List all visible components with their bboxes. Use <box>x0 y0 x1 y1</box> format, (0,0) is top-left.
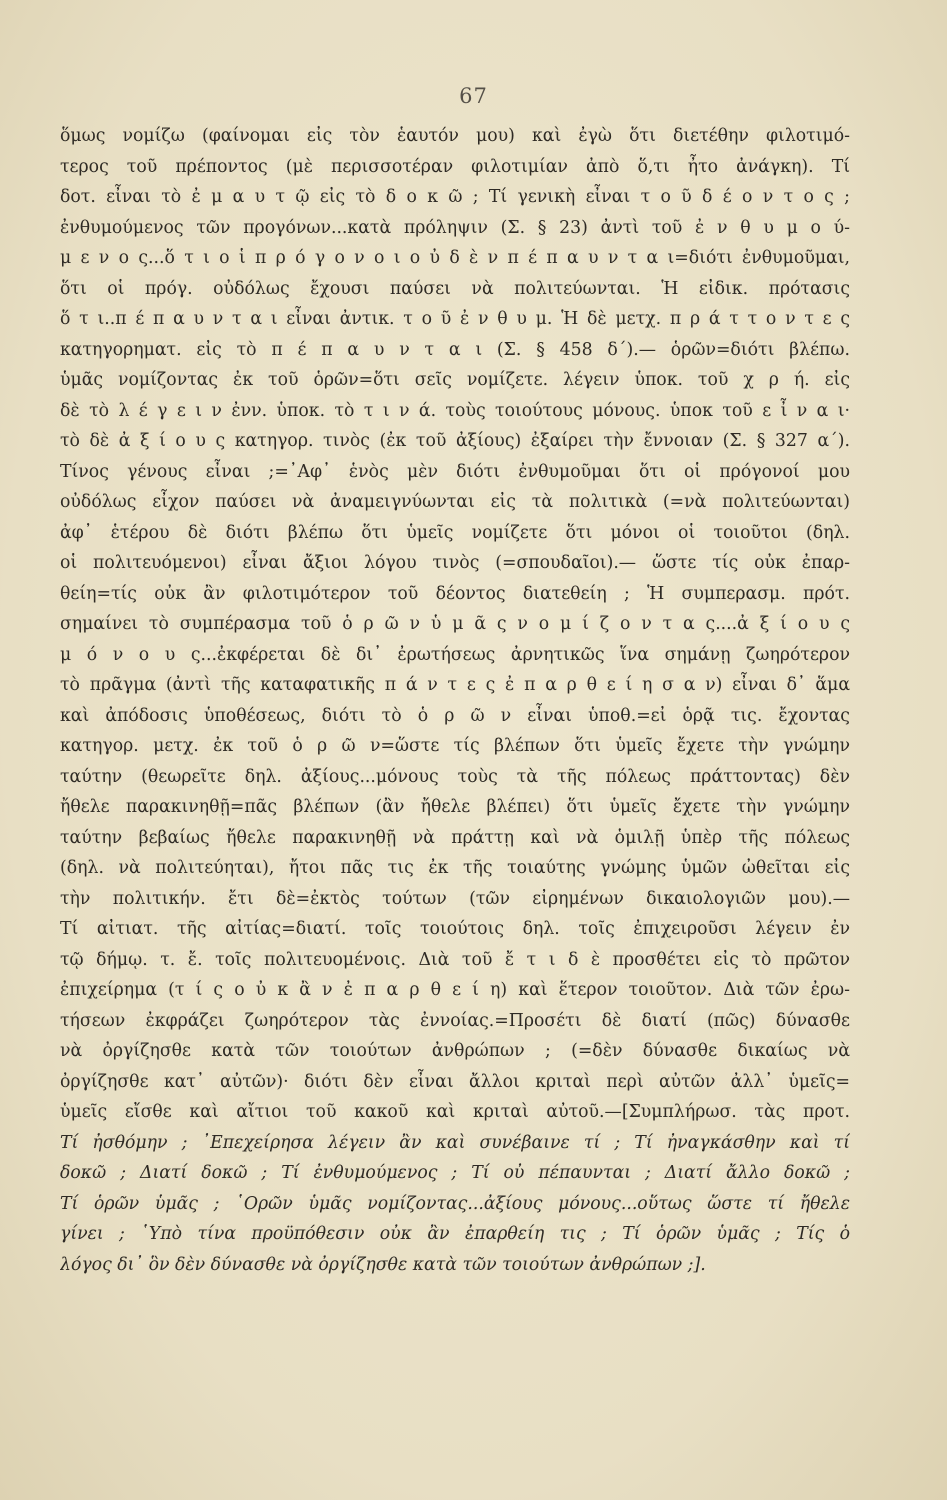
text-line: Τί ὁρῶν ὑμᾶς ; ῾Ορῶν ὑμᾶς νομίζοντας...ἀξίους μόνους...οὕτως ὥστε τί ἤθελε <box>60 1193 850 1214</box>
text-line: τὴν πολιτικήν. ἔτι δὲ=ἐκτὸς τούτων (τῶν εἰρημένων δικαιολογιῶν μου).— <box>60 888 850 909</box>
text-line: δοκῶ ; Διατί δοκῶ ; Τί ἐνθυμούμενος ; Τί οὐ πέπαυνται ; Διατί ἄλλο δοκῶ ; <box>60 1163 850 1183</box>
text-line: ταύτην (θεωρεῖτε δηλ. ἀξίους...μόνους τοὺς τὰ τῆς πόλεως πράττοντας) δὲν <box>60 766 850 787</box>
text-line: ἤθελε παρακινηθῇ=πᾶς βλέπων (ἂν ἤθελε βλέπει) ὅτι ὑμεῖς ἔχετε τὴν γνώμην <box>60 797 850 817</box>
text-line: ἐπιχείρημα (τ ί ς ο ὐ κ ἂ ν ἐ π α ρ θ ε ί η) καὶ ἕτερον τοιοῦτον. Διὰ τῶν ἐρω- <box>60 980 850 1000</box>
text-line: μ ε ν ο ς...ὅ τ ι ο ἱ π ρ ό γ ο ν ο ι ο ὐ δ ὲ ν π έ π α υ ν τ α ι=διότι ἐνθυμοῦμαι, <box>60 248 850 268</box>
text-line: τήσεων ἐκφράζει ζωηρότερον τὰς ἐννοίας.=Προσέτι δὲ διατί (πῶς) δύνασθε <box>60 1010 850 1031</box>
text-line: δὲ τὸ λ έ γ ε ι ν ἐνν. ὑποκ. τὸ τ ι ν ά. τοὺς τοιούτους μόνους. ὑποκ τοῦ ε ἶ ν α ι· <box>60 400 850 421</box>
text-line: οἱ πολιτευόμενοι) εἶναι ἄξιοι λόγου τινὸς (=σπουδαῖοι).— ὥστε τίς οὐκ ἐπαρ- <box>60 553 850 573</box>
text-line: γίνει ; ῾Υπὸ τίνα προϋπόθεσιν οὐκ ἂν ἐπαρθείη τις ; Τί ὁρῶν ὑμᾶς ; Τίς ὁ <box>60 1224 850 1244</box>
text-line: τὸ δὲ ἀ ξ ί ο υ ς κατηγορ. τινὸς (ἐκ τοῦ ἀξίους) ἐξαίρει τὴν ἔννοιαν (Σ. § 327 α΄). <box>60 431 850 451</box>
text-line: ὅτι οἱ πρόγ. οὐδόλως ἔχουσι παύσει νὰ πολιτεύωνται. Ἡ εἰδικ. πρότασις <box>60 278 850 299</box>
text-line: κατηγορ. μετχ. ἐκ τοῦ ὁ ρ ῶ ν=ὥστε τίς βλέπων ὅτι ὑμεῖς ἔχετε τὴν γνώμην <box>60 736 850 756</box>
text-line: ἐνθυμούμενος τῶν προγόνων...κατὰ πρόληψιν (Σ. § 23) ἀντὶ τοῦ ἐ ν θ υ μ ο ύ- <box>60 217 850 238</box>
text-line: θείη=τίς οὐκ ἂν φιλοτιμότερον τοῦ δέοντος διατεθείη ; Ἡ συμπερασμ. πρότ. <box>60 583 850 604</box>
text-line: Τί αἰτιατ. τῆς αἰτίας=διατί. τοῖς τοιούτοις δηλ. τοῖς ἐπιχειροῦσι λέγειν ἐν <box>60 919 850 939</box>
text-line: οὐδόλως εἶχον παύσει νὰ ἀναμειγνύωνται εἰς τὰ πολιτικὰ (=νὰ πολιτεύωνται) <box>60 492 850 512</box>
text-line: ὑμᾶς νομίζοντας ἐκ τοῦ ὁρῶν=ὅτι σεῖς νομίζετε. λέγειν ὑποκ. τοῦ χ ρ ή. εἰς <box>60 370 850 390</box>
text-line: Τίνος γένους εἶναι ;=᾽Αφ᾽ ἑνὸς μὲν διότι ἐνθυμοῦμαι ὅτι οἱ πρόγονοί μου <box>60 461 850 482</box>
text-line: τὸ πρᾶγμα (ἀντὶ τῆς καταφατικῆς π ά ν τ ε ς ἐ π α ρ θ ε ί η σ α ν) εἶναι δ᾽ ἅμα <box>60 675 850 695</box>
text-line: ὅ τ ι..π έ π α υ ν τ α ι εἶναι ἀντικ. τ ο ῦ ἐ ν θ υ μ. Ἡ δὲ μετχ. π ρ ά τ τ ο ν τ ε ς <box>60 309 850 329</box>
text-line: τῷ δήμῳ. τ. ἔ. τοῖς πολιτευομένοις. Διὰ τοῦ ἔ τ ι δ ὲ προσθέτει εἰς τὸ πρῶτον <box>60 949 850 970</box>
text-line: Τί ἠσθόμην ; ᾽Επεχείρησα λέγειν ἂν καὶ συνέβαινε τί ; Τί ἠναγκάσθην καὶ τί <box>60 1132 850 1153</box>
text-line: ἀφ᾽ ἑτέρου δὲ διότι βλέπω ὅτι ὑμεῖς νομίζετε ὅτι μόνοι οἱ τοιοῦτοι (δηλ. <box>60 522 850 543</box>
page-number: 67 <box>459 84 488 108</box>
text-line: καὶ ἀπόδοσις ὑποθέσεως, διότι τὸ ὁ ρ ῶ ν εἶναι ὑποθ.=εἰ ὁρᾷ τις. ἔχοντας <box>60 705 850 726</box>
text-line: νὰ ὀργίζησθε κατὰ τῶν τοιούτων ἀνθρώπων ; (=δὲν δύνασθε δικαίως νὰ <box>60 1041 850 1061</box>
text-line: ὀργίζησθε κατ᾽ αὐτῶν)· διότι δὲν εἶναι ἄλλοι κριταὶ περὶ αὐτῶν ἀλλ᾽ ὑμεῖς= <box>60 1071 850 1092</box>
text-line: (δηλ. νὰ πολιτεύηται), ἤτοι πᾶς τις ἐκ τῆς τοιαύτης γνώμης ὑμῶν ὠθεῖται εἰς <box>60 858 850 878</box>
commentary-text <box>60 121 850 1280</box>
text-line: ταύτην βεβαίως ἤθελε παρακινηθῇ νὰ πράττῃ καὶ νὰ ὁμιλῇ ὑπὲρ τῆς πόλεως <box>60 827 850 848</box>
text-line: τερος τοῦ πρέποντος (μὲ περισσοτέραν φιλοτιμίαν ἀπὸ ὅ,τι ἦτο ἀνάγκη). Τί <box>60 156 850 177</box>
text-line: λόγος δι᾽ ὃν δὲν δύνασθε νὰ ὀργίζησθε κατὰ τῶν τοιούτων ἀνθρώπων ;]. <box>60 1254 706 1275</box>
text-line: ὅμως νομίζω (φαίνομαι εἰς τὸν ἑαυτόν μου) καὶ ἐγὼ ὅτι διετέθην φιλοτιμό- <box>60 126 850 146</box>
text-line: δοτ. εἶναι τὸ ἐ μ α υ τ ῷ εἰς τὸ δ ο κ ῶ ; Τί γενικὴ εἶναι τ ο ῦ δ έ ο ν τ ο ς ; <box>60 187 850 207</box>
text-line: ὑμεῖς εἴσθε καὶ αἴτιοι τοῦ κακοῦ καὶ κριταὶ αὐτοῦ.—[Συμπλήρωσ. τὰς προτ. <box>60 1102 850 1122</box>
text-line: μ ό ν ο υ ς...ἐκφέρεται δὲ δι᾽ ἐρωτήσεως ἀρνητικῶς ἵνα σημάνῃ ζωηρότερον <box>60 644 850 665</box>
text-line: σημαίνει τὸ συμπέρασμα τοῦ ὁ ρ ῶ ν ὑ μ ᾶ ς ν ο μ ί ζ ο ν τ α ς....ἀ ξ ί ο υ ς <box>60 614 850 634</box>
text-line: κατηγορηματ. εἰς τὸ π έ π α υ ν τ α ι (Σ. § 458 δ΄).— ὁρῶν=διότι βλέπω. <box>60 339 850 360</box>
